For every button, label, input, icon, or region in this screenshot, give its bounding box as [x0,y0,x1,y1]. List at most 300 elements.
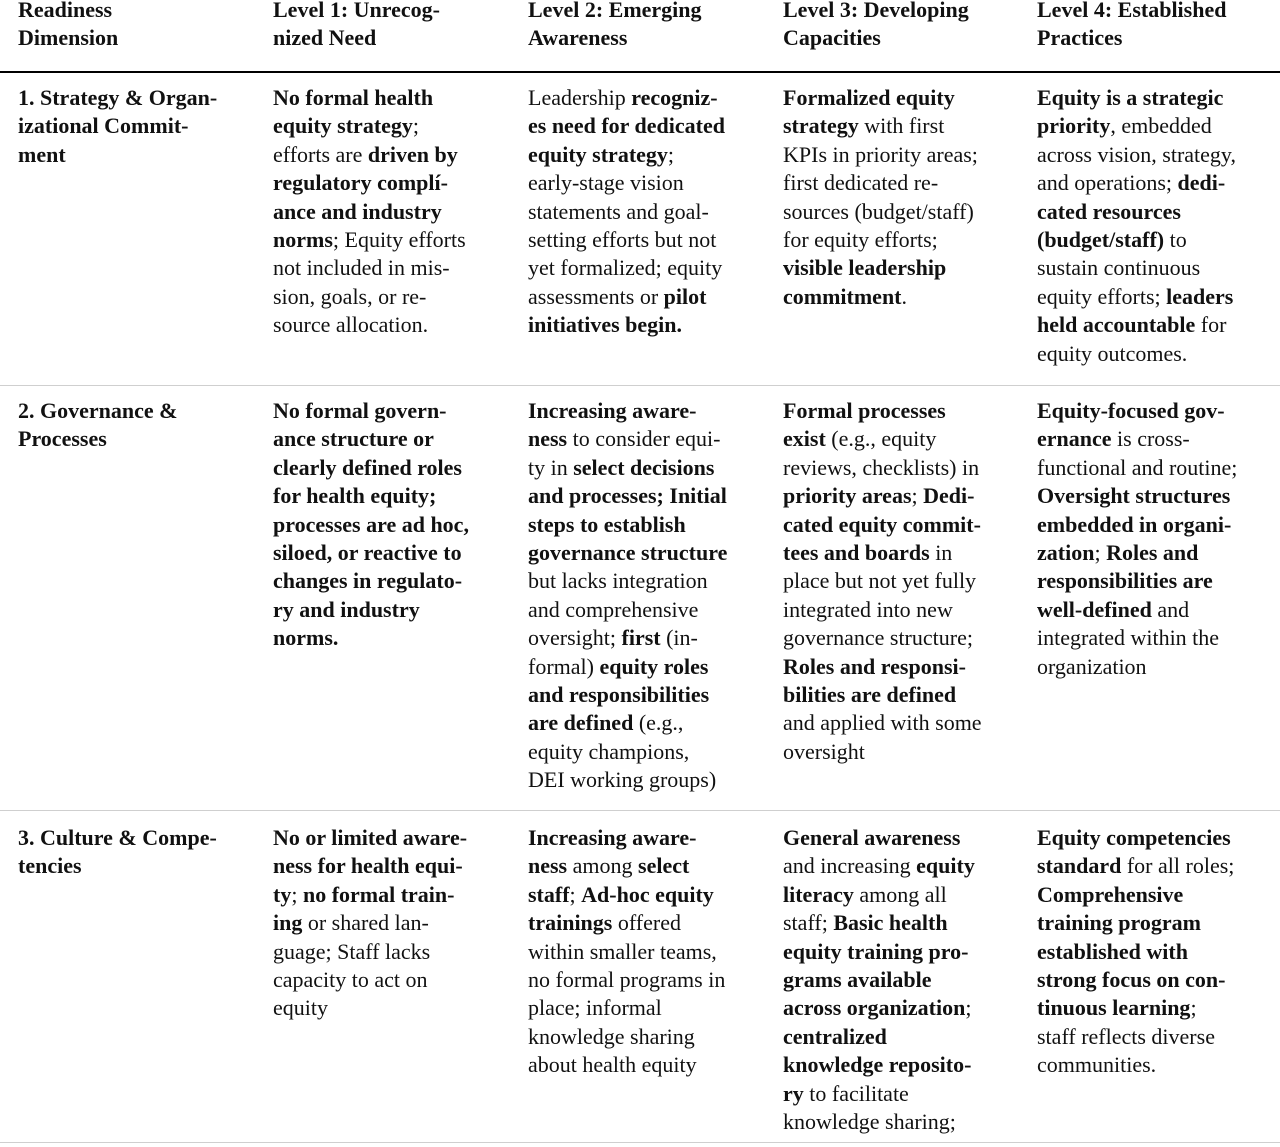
cell-line [528,738,766,766]
bold-text: visible leadership [783,255,947,281]
text: organization [1037,653,1147,679]
bold-text: tinuous learning [1037,995,1191,1021]
dimension-cell [18,824,254,881]
bold-text: literacy [783,881,854,907]
cell-line [273,311,509,339]
cell-line [528,539,766,567]
cell-line [273,454,509,482]
cell-line [528,881,766,909]
bold-text: equity strategy [528,141,668,167]
text: to consider equi- [567,426,721,452]
text: knowledge sharing; [783,1109,956,1135]
dimension-cell [18,397,254,454]
bold-text: ance and industry [273,198,442,224]
text: and increasing [783,853,917,879]
bold-text: are defined [528,710,634,736]
bold-text: Roles and responsi- [783,653,966,679]
cell-line [528,824,766,852]
text: (in- [660,625,698,651]
bold-text: select [638,853,690,879]
cell-line [783,283,1021,311]
level-3-cell [783,824,1021,1136]
text: and applied with some [783,710,982,736]
text: equity efforts; [1037,283,1167,309]
cell-line [528,624,766,652]
dimension-line: 2. Governance & [18,398,178,423]
bold-text: for health equity; [273,483,437,509]
bold-text: staff [528,881,570,907]
cell-line [528,1023,766,1051]
cell-line [528,283,766,311]
text: oversight; [528,625,622,651]
bold-text: (budget/staff) [1037,227,1165,253]
header-level-3 [783,0,1021,52]
header-line: Level 1: Unrecog- [273,0,440,22]
text: not included in mis- [273,255,450,281]
text: DEI working groups) [528,767,717,793]
cell-line [1037,624,1275,652]
bold-text: regulatory complí- [273,170,448,196]
cell-line [528,766,766,794]
cell-line [1037,938,1275,966]
bold-text: leaders [1166,283,1234,309]
cell-line [783,909,1021,937]
level-2-cell [528,84,766,340]
bold-text: Increasing aware- [528,398,697,423]
text: but lacks integration [528,568,708,594]
text: statements and goal- [528,198,709,224]
cell-line [783,198,1021,226]
text: sion, goals, or re- [273,283,427,309]
cell-line [1037,425,1275,453]
cell-line [528,567,766,595]
cell-line [1037,1023,1275,1051]
cell-line [528,198,766,226]
bold-text: processes are ad hoc, [273,511,469,537]
text: formal) [528,653,600,679]
text: staff reflects diverse [1037,1023,1215,1049]
text: with first [858,113,945,139]
cell-line [783,966,1021,994]
cell-line [783,624,1021,652]
level-3-cell [783,397,1021,766]
cell-line [528,511,766,539]
bold-text: across organization [783,995,966,1021]
text: ; Equity efforts [332,227,466,253]
bold-text: cated resources [1037,198,1181,224]
cell-line [273,539,509,567]
text: among all [853,881,947,907]
header-level-2 [528,0,766,52]
bold-text: ance structure or [273,426,434,452]
text: . [901,283,908,309]
cell-line [273,994,509,1022]
dimension-line: tencies [18,853,82,879]
bold-text: equity training pro- [783,938,969,964]
bold-text: ness [528,853,568,879]
cell-line [1037,994,1275,1022]
text: and operations; [1037,170,1178,196]
cell-line [783,425,1021,453]
bold-text: exist [783,426,826,452]
bold-text: No formal health [273,85,434,110]
text: place; informal [528,995,662,1021]
bold-text: ness [528,426,568,452]
cell-line [783,852,1021,880]
bold-text: clearly defined roles [273,454,462,480]
cell-line [528,254,766,282]
bold-text: knowledge reposito- [783,1052,972,1078]
bold-text: initiatives begin. [528,312,683,338]
cell-line [783,824,1021,852]
text: ; [569,881,582,907]
cell-line [1037,198,1275,226]
level-4-cell [1037,397,1275,681]
cell-line [1037,909,1275,937]
cell-line [528,909,766,937]
cell-line [783,1108,1021,1136]
cell-line [783,709,1021,737]
text: (e.g., [633,710,684,736]
level-1-cell [273,397,509,653]
level-2-cell [528,824,766,1080]
cell-line [528,1051,766,1079]
text: to facilitate [803,1080,909,1106]
bold-text: Formal processes [783,398,946,423]
header-line: Awareness [528,25,628,50]
text: sustain continuous [1037,255,1201,281]
cell-line [528,596,766,624]
cell-line [528,852,766,880]
bold-text: No or limited aware- [273,825,468,850]
text: KPIs in priority areas; [783,141,978,167]
cell-line [1037,482,1275,510]
cell-line [528,311,766,339]
bold-text: tees and boards [783,540,930,566]
text: among [567,853,639,879]
bold-text: siloed, or reactive to [273,540,462,566]
cell-line [1037,567,1275,595]
text: ; [412,113,420,139]
cell-line [528,169,766,197]
bold-text: training program [1037,910,1201,936]
text: ; [1094,540,1107,566]
level-1-cell [273,824,509,1023]
cell-line [783,169,1021,197]
cell-line [1037,84,1275,112]
text: equity outcomes. [1037,340,1188,366]
text: guage; Staff lacks [273,938,431,964]
bold-text: Comprehensive [1037,881,1184,907]
row-divider [0,385,1280,386]
cell-line [783,1080,1021,1108]
text: communities. [1037,1052,1157,1078]
header-line: Level 3: Developing [783,0,969,22]
cell-line [273,425,509,453]
cell-line [1037,254,1275,282]
header-line: Level 2: Emerging [528,0,702,22]
bold-text: responsibilities are [1037,568,1213,594]
text: Leadership [528,85,632,110]
cell-line [1037,454,1275,482]
bold-text: well-defined [1037,596,1152,622]
cell-line [783,84,1021,112]
cell-line [1037,397,1275,425]
bold-text: ing [273,910,303,936]
cell-line [273,397,509,425]
cell-line [1037,283,1275,311]
row-divider [0,1142,1280,1143]
header-line: Dimension [18,25,119,50]
cell-line [528,938,766,966]
text: ; [965,995,972,1021]
cell-line [783,254,1021,282]
level-1-cell [273,84,509,340]
cell-line [783,397,1021,425]
bold-text: priority [1037,113,1111,139]
cell-line [273,966,509,994]
cell-line [273,226,509,254]
cell-line [273,938,509,966]
text: governance structure; [783,625,973,651]
cell-line [528,226,766,254]
bold-text: driven by [367,141,458,167]
bold-text: ry [783,1080,804,1106]
cell-line [783,539,1021,567]
text: ; [291,881,303,907]
cell-line [1037,226,1275,254]
bold-text: ry and industry [273,596,420,622]
bold-text: Oversight structures [1037,483,1231,509]
bold-text: es need for dedicated [528,113,725,139]
cell-line [783,653,1021,681]
dimension-line: ment [18,141,66,167]
bold-text: General awareness [783,825,961,850]
cell-line [273,141,509,169]
cell-line [528,653,766,681]
text: or shared lan- [302,910,429,936]
cell-line [783,454,1021,482]
bold-text: changes in regulato- [273,568,463,594]
cell-line [273,198,509,226]
cell-line [783,1051,1021,1079]
header-line: Readiness [18,0,113,22]
bold-text: priority areas [783,483,912,509]
cell-line [273,909,509,937]
cell-line [1037,112,1275,140]
bold-text: ernance [1037,426,1112,452]
text: reviews, checklists) in [783,454,980,480]
cell-line [1037,852,1275,880]
cell-line [273,169,509,197]
text: equity champions, [528,738,690,764]
cell-line [273,254,509,282]
cell-line [783,511,1021,539]
bold-text: Dedi- [923,483,975,509]
cell-line [528,681,766,709]
bold-text: recogniz- [631,85,718,110]
text: sources (budget/staff) [783,198,974,224]
level-4-cell [1037,84,1275,368]
bold-text: embedded in organi- [1037,511,1232,537]
cell-line [1037,511,1275,539]
bold-text: commitment [783,283,902,309]
cell-line [528,966,766,994]
cell-line [273,567,509,595]
cell-line [273,84,509,112]
text: offered [612,910,681,936]
header-line: Level 4: Established [1037,0,1227,22]
dimension-line: 1. Strategy & Organ- [18,85,218,110]
text: for equity efforts; [783,227,938,253]
cell-line [528,454,766,482]
cell-line [1037,881,1275,909]
cell-line [783,567,1021,595]
bold-text: trainings [528,910,613,936]
cell-line [783,938,1021,966]
text: to [1164,227,1187,253]
cell-line [528,141,766,169]
header-line: nized Need [273,25,377,50]
bold-text: equity strategy [273,113,413,139]
text: integrated into new [783,596,953,622]
bold-text: Roles and [1106,540,1199,566]
text: ; [911,483,924,509]
text: integrated within the [1037,625,1220,651]
text: place but not yet fully [783,568,977,594]
bold-text: and responsibilities [528,682,710,708]
header-line: Capacities [783,25,881,50]
cell-line [1037,653,1275,681]
cell-line [1037,311,1275,339]
cell-line [783,881,1021,909]
bold-text: No formal govern- [273,398,447,423]
cell-line [783,596,1021,624]
bold-text: Equity is a strategic [1037,85,1224,110]
text: in [929,540,953,566]
cell-line [273,852,509,880]
bold-text: norms [273,227,333,253]
text: is cross- [1111,426,1190,452]
bold-text: ty [273,881,292,907]
bold-text: standard [1037,853,1122,879]
cell-line [273,112,509,140]
text: within smaller teams, [528,938,717,964]
bold-text: dedi- [1177,170,1226,196]
bold-text: governance structure [528,540,728,566]
cell-line [528,84,766,112]
cell-line [528,994,766,1022]
header-rule [0,71,1280,73]
dimension-line: izational Commit- [18,113,189,139]
cell-line [1037,824,1275,852]
cell-line [528,425,766,453]
cell-line [783,1023,1021,1051]
cell-line [273,482,509,510]
cell-line [783,994,1021,1022]
text: yet formalized; equity [528,255,723,281]
bold-text: strategy [783,113,859,139]
bold-text: bilities are defined [783,682,957,708]
cell-line [783,141,1021,169]
text: ty in [528,454,574,480]
bold-text: Formalized equity [783,85,955,110]
bold-text: equity [916,853,975,879]
cell-line [1037,169,1275,197]
header-level-4 [1037,0,1275,52]
text: no formal programs in [528,967,726,993]
bold-text: centralized [783,1023,887,1049]
bold-text: zation [1037,540,1095,566]
text: first dedicated re- [783,170,939,196]
text: knowledge sharing [528,1023,695,1049]
cell-line [273,596,509,624]
text: equity [273,995,328,1021]
bold-text: Equity-focused gov- [1037,398,1225,423]
text: about health equity [528,1052,697,1078]
text: assessments or [528,283,664,309]
cell-line [1037,141,1275,169]
header-readiness-dimension [18,0,254,52]
cell-line [1037,1051,1275,1079]
dimension-line: 3. Culture & Compe- [18,825,217,850]
cell-line [273,283,509,311]
bold-text: and processes; Initial [528,483,727,509]
text: ; [1190,995,1197,1021]
cell-line [528,397,766,425]
bold-text: grams available [783,967,932,993]
cell-line [783,482,1021,510]
bold-text: Basic health [833,910,948,936]
text: efforts are [273,141,368,167]
text: for [1195,312,1227,338]
bold-text: established with [1037,938,1188,964]
bold-text: strong focus on con- [1037,967,1226,993]
bold-text: norms. [273,625,339,651]
cell-line [1037,966,1275,994]
level-4-cell [1037,824,1275,1080]
bold-text: Ad-hoc equity [581,881,714,907]
cell-line [783,738,1021,766]
bold-text: Equity competencies [1037,825,1231,850]
bold-text: no formal train- [302,881,455,907]
level-3-cell [783,84,1021,311]
text: across vision, strategy, [1037,141,1236,167]
cell-line [273,881,509,909]
row-divider [0,810,1280,811]
text: oversight [783,738,865,764]
cell-line [1037,340,1275,368]
cell-line [273,624,509,652]
cell-line [1037,596,1275,624]
bold-text: cated equity commit- [783,511,981,537]
text: staff; [783,910,834,936]
text: and [1151,596,1190,622]
header-line: Practices [1037,25,1123,50]
cell-line [528,112,766,140]
text: ; [667,141,675,167]
text: capacity to act on [273,967,428,993]
bold-text: equity roles [599,653,709,679]
dimension-line: Processes [18,426,107,452]
cell-line [783,681,1021,709]
text: early-stage vision [528,170,684,196]
text: (e.g., equity [825,426,937,452]
cell-line [528,709,766,737]
level-2-cell [528,397,766,795]
table-header [0,0,1280,72]
text: and comprehensive [528,596,699,622]
